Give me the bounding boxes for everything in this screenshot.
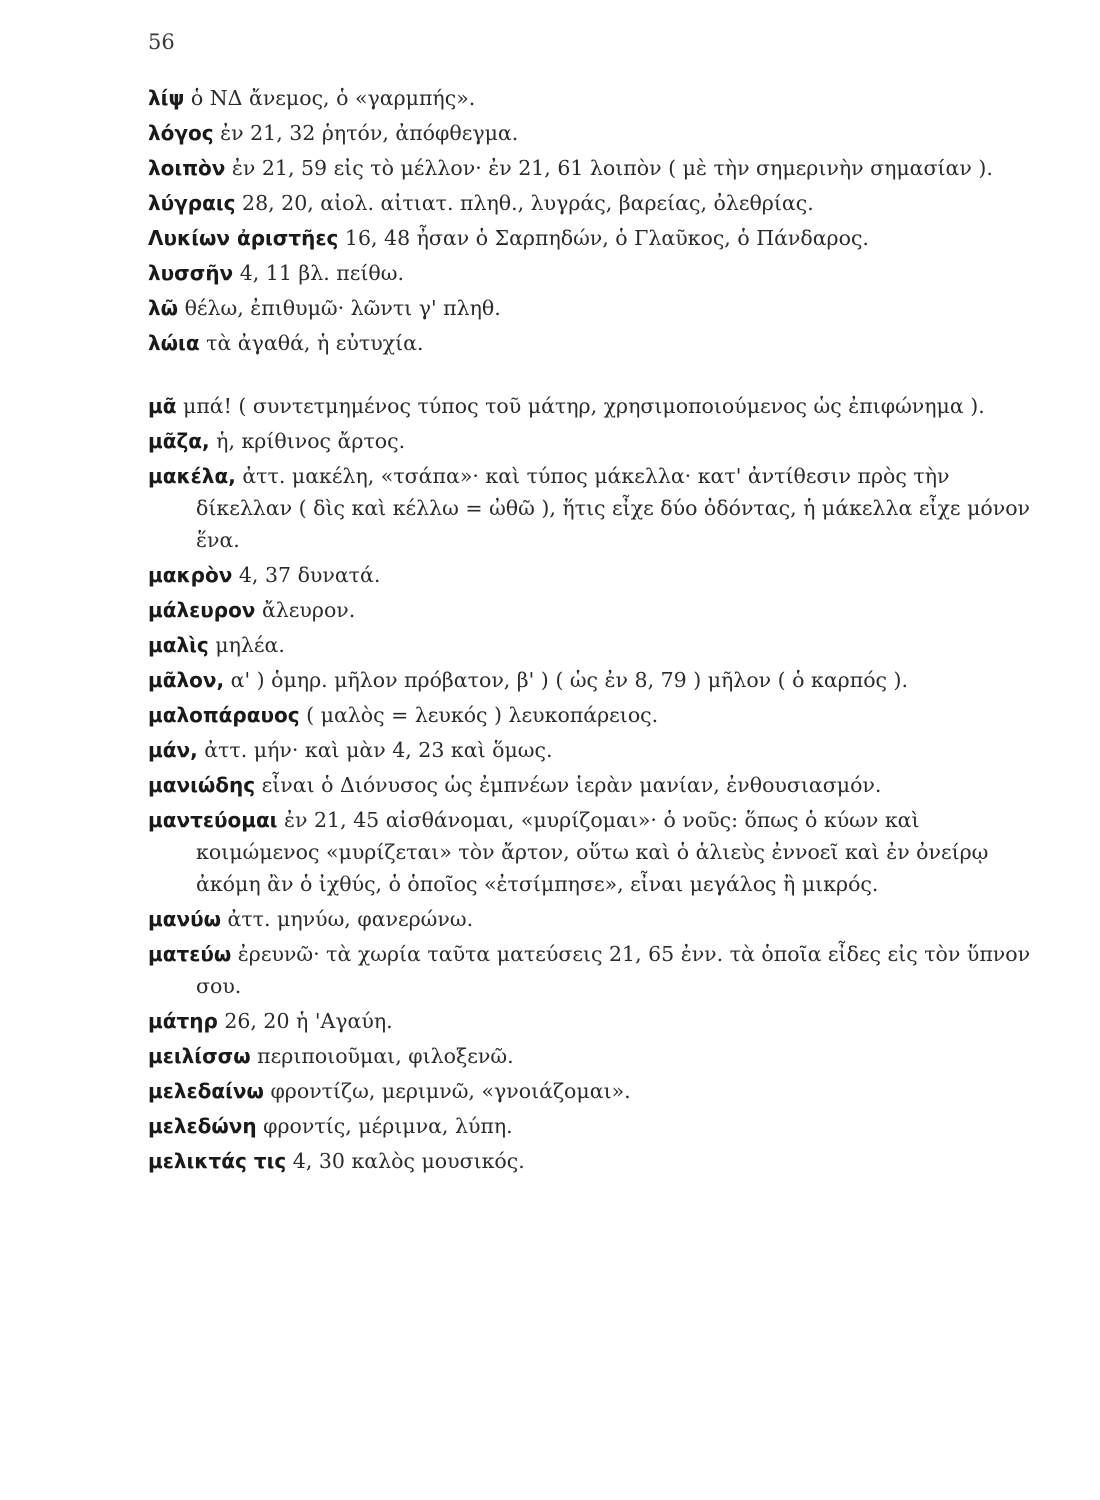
definition: 26, 20 ἡ 'Αγαύη. <box>224 1009 393 1033</box>
headword: μαντεύομαι <box>148 808 278 832</box>
definition: 4, 30 καλὸς μουσικός. <box>292 1149 525 1173</box>
glossary-entry <box>148 425 1048 457</box>
definition: ἀττ. μακέλη, «τσάπα»· καὶ τύπος μάκελλα· κατ' ἀντίθεσιν πρὸς τὴν δίκελλαν ( δὶς καὶ κέλλω = ὠθῶ ), ἥτις εἶχε δύο ὀδόντας, ἡ μάκελλα εἶχε μόνον ἕνα. <box>196 464 1031 552</box>
headword: μαλὶς <box>148 633 209 657</box>
definition: ἡ, κρίθινος ἄρτος. <box>216 429 406 453</box>
headword: μελεδώνη <box>148 1114 257 1138</box>
glossary-entry <box>148 664 1048 696</box>
glossary-entry <box>148 1145 1048 1177</box>
definition: ἐν 21, 59 εἰς τὸ μέλλον· ἐν 21, 61 λοιπὸν ( μὲ τὴν σημερινὴν σημασίαν ). <box>231 156 993 180</box>
glossary-entry <box>148 460 1048 556</box>
definition: 16, 48 ἦσαν ὁ Σαρπηδών, ὁ Γλαῦκος, ὁ Πάνδαρος. <box>344 226 869 250</box>
definition: ἐν 21, 45 αἰσθάνομαι, «μυρίζομαι»· ὁ νοῦς: ὅπως ὁ κύων καὶ κοιμώμενος «μυρίζεται» τὸν ἄρτον, οὕτω καὶ ὁ ἁλιεὺς ἐννοεῖ καὶ ἐν ὀνείρῳ ἀκόμη ἂν ὁ ἰχθύς, ὁ ὁποῖος «ἐτσίμπησε», εἶναι μεγάλος ἢ μικρός. <box>196 808 989 896</box>
headword: μελεδαίνω <box>148 1079 264 1103</box>
headword: μακρὸν <box>148 563 233 587</box>
headword: μανιώδης <box>148 773 256 797</box>
definition: ἐρευνῶ· τὰ χωρία ταῦτα ματεύσεις 21, 65 ἐνν. τὰ ὁποῖα εἶδες εἰς τὸν ὕπνον σου. <box>196 942 1031 998</box>
section-lambda <box>148 82 1048 359</box>
headword: λόγος <box>148 121 214 145</box>
definition: φροντίζω, μεριμνῶ, «γνοιάζομαι». <box>270 1079 631 1103</box>
glossary-entry <box>148 117 1048 149</box>
definition: 4, 37 δυνατά. <box>238 563 381 587</box>
definition: περιποιοῦμαι, φιλοξενῶ. <box>257 1044 514 1068</box>
glossary-entry <box>148 1040 1048 1072</box>
glossary-entry <box>148 594 1048 626</box>
glossary-entry <box>148 699 1048 731</box>
section-mu <box>148 390 1048 1177</box>
headword: μᾶζα, <box>148 429 210 453</box>
glossary-entry <box>148 1110 1048 1142</box>
glossary-entry <box>148 1005 1048 1037</box>
glossary-entry <box>148 187 1048 219</box>
headword: ματεύω <box>148 942 232 966</box>
headword: λῶ <box>148 296 179 320</box>
headword: μαλοπάραυος <box>148 703 300 727</box>
headword: λύγραις <box>148 191 236 215</box>
headword: λίψ <box>148 86 185 110</box>
headword: λυσσῆν <box>148 261 234 285</box>
glossary-entry <box>148 257 1048 289</box>
page-number: 56 <box>148 30 175 54</box>
section-divider <box>148 362 1048 390</box>
definition: 28, 20, αἰολ. αἰτιατ. πληθ., λυγράς, βαρείας, ὀλεθρίας. <box>242 191 814 215</box>
headword: λώια <box>148 331 200 355</box>
definition: ἀττ. μηνύω, φανερώνω. <box>227 907 474 931</box>
headword: μακέλα, <box>148 464 236 488</box>
glossary-entry <box>148 629 1048 661</box>
headword: μελικτάς τις <box>148 1149 287 1173</box>
definition: τὰ ἀγαθά, ἡ εὐτυχία. <box>206 331 424 355</box>
glossary-entry <box>148 559 1048 591</box>
headword: μάλευρον <box>148 598 256 622</box>
definition: ἄλευρον. <box>261 598 356 622</box>
definition: ( μαλὸς = λευκός ) λευκοπάρειος. <box>306 703 659 727</box>
headword: μάτηρ <box>148 1009 218 1033</box>
headword: Λυκίων ἀριστῆες <box>148 226 339 250</box>
definition: φροντίς, μέριμνα, λύπη. <box>263 1114 513 1138</box>
definition: μηλέα. <box>215 633 285 657</box>
glossary-entry <box>148 804 1048 900</box>
definition: ἀττ. μήν· καὶ μὰν 4, 23 καὶ ὅμως. <box>204 738 553 762</box>
headword: μᾶλον, <box>148 668 225 692</box>
glossary-entry <box>148 734 1048 766</box>
glossary-entry <box>148 903 1048 935</box>
definition: ὁ ΝΔ ἄνεμος, ὁ «γαρμπής». <box>190 86 476 110</box>
definition: θέλω, ἐπιθυμῶ· λῶντι γ' πληθ. <box>184 296 501 320</box>
glossary-entry <box>148 327 1048 359</box>
headword: μειλίσσω <box>148 1044 251 1068</box>
glossary-entry <box>148 152 1048 184</box>
headword: μάν, <box>148 738 198 762</box>
definition: 4, 11 βλ. πείθω. <box>239 261 404 285</box>
definition: εἶναι ὁ Διόνυσος ὡς ἐμπνέων ἱερὰν μανίαν, ἐνθουσιασμόν. <box>261 773 882 797</box>
glossary-entry <box>148 292 1048 324</box>
glossary-entry <box>148 222 1048 254</box>
glossary-entry <box>148 1075 1048 1107</box>
definition: μπά! ( συντετμημένος τύπος τοῦ μάτηρ, χρησιμοποιούμενος ὡς ἐπιφώνημα ). <box>183 394 985 418</box>
headword: μᾶ <box>148 394 177 418</box>
glossary-entry <box>148 390 1048 422</box>
headword: λοιπὸν <box>148 156 226 180</box>
headword: μανύω <box>148 907 221 931</box>
glossary-entry <box>148 82 1048 114</box>
definition: α' ) ὁμηρ. μῆλον πρόβατον, β' ) ( ὡς ἐν 8, 79 ) μῆλον ( ὁ καρπός ). <box>230 668 909 692</box>
glossary-entry <box>148 938 1048 1002</box>
glossary-entry <box>148 769 1048 801</box>
glossary-entries <box>148 82 1048 1180</box>
definition: ἐν 21, 32 ῥητόν, ἀπόφθεγμα. <box>220 121 519 145</box>
